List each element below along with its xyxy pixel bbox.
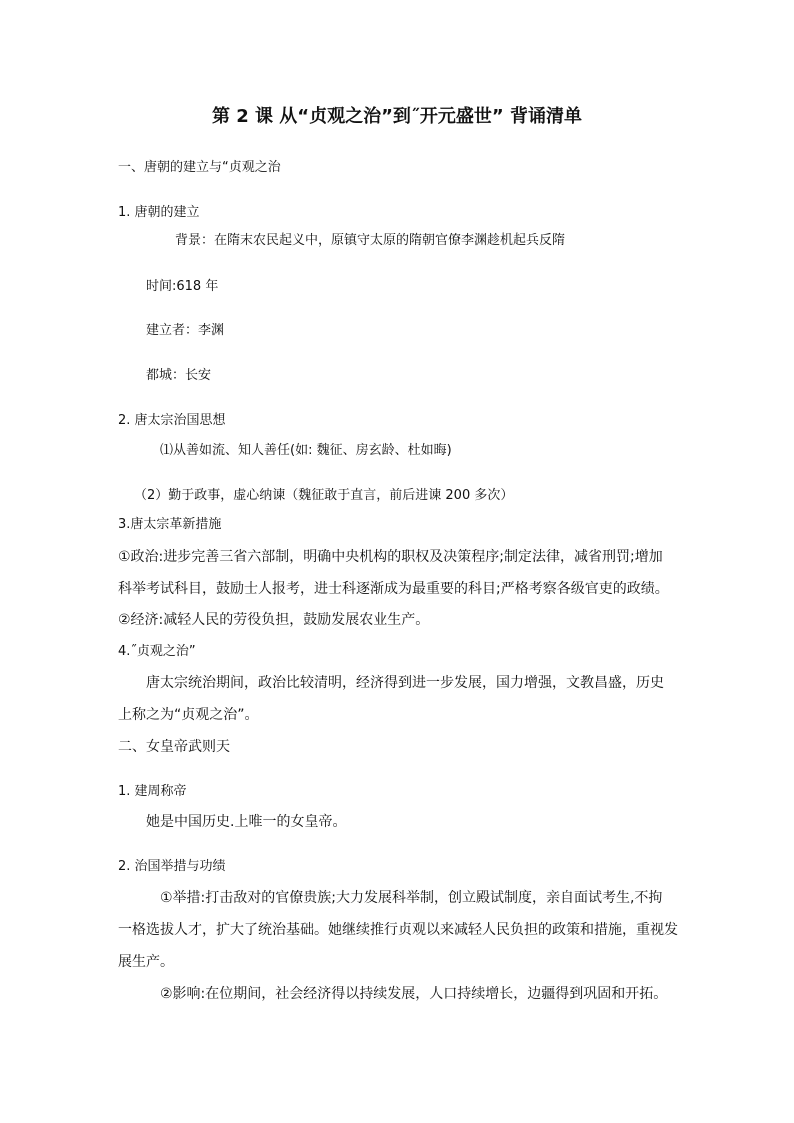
subheading-taizong-thought: 2. 唐太宗治国思想	[118, 413, 226, 428]
section-heading-wu-zetian: 二、女皇帝武则天	[118, 739, 230, 755]
text-measures-line1: ①举措:打击敌对的官僚贵族;大力发展科举制，创立殿试制度，亲自面试考生,不拘	[160, 890, 663, 906]
text-founder: 建立者：李渊	[146, 323, 225, 338]
section-heading-tang-founding: 一、唐朝的建立与“贞观之治	[118, 160, 281, 175]
text-zhenguan-line1: 唐太宗统治期间，政治比较清明，经济得到进一步发展，国力增强，文教昌盛，历史	[146, 675, 664, 691]
page-title: 第 2 课 从“贞观之治”到˝开元盛世” 背诵清单	[211, 106, 583, 127]
text-politics-line1: ①政治:进步完善三省六部制，明确中央机构的职权及决策程序;制定法律，减省刑罚;增加	[118, 549, 663, 565]
text-thought-point2: （2）勤于政事，虚心纳谏（魏征敢于直言，前后进谏 200 多次）	[134, 488, 514, 503]
subheading-zhenguan-rule: 4.˝贞观之治”	[118, 644, 196, 659]
text-measures-line3: 展生产。	[118, 954, 174, 970]
text-politics-line2: 科举考试科目，鼓励士人报考，进士科逐渐成为最重要的科目;严格考察各级官吏的政绩。	[118, 581, 669, 597]
text-only-empress: 她是中国历史.上唯一的女皇帝。	[146, 814, 347, 830]
subheading-governance: 2. 治国举措与功绩	[118, 859, 226, 874]
text-measures-line2: 一格选拔人才，扩大了统治基础。她继续推行贞观以来减轻人民负担的政策和措施，重视发	[118, 922, 678, 938]
subheading-tang-establishment: 1. 唐朝的建立	[118, 205, 200, 220]
text-capital: 都城：长安	[146, 368, 212, 383]
text-time: 时间:618 年	[146, 279, 219, 294]
subheading-taizong-reforms: 3.唐太宗革新措施	[118, 517, 222, 532]
text-economy: ②经济:减轻人民的劳役负担，鼓励发展农业生产。	[118, 612, 430, 628]
text-background: 背景：在隋末农民起义中，原镇守太原的隋朝官僚李渊趁机起兵反隋	[175, 233, 566, 248]
text-thought-point1: ⑴从善如流、知人善任(如: 魏征、房玄龄、杜如晦)	[160, 443, 452, 458]
text-zhenguan-line2: 上称之为“贞观之治”。	[118, 707, 259, 723]
subheading-zhou-dynasty: 1. 建周称帝	[118, 784, 187, 799]
text-impact: ②影响:在位期间，社会经济得以持续发展，人口持续增长，边疆得到巩固和开拓。	[160, 986, 668, 1002]
